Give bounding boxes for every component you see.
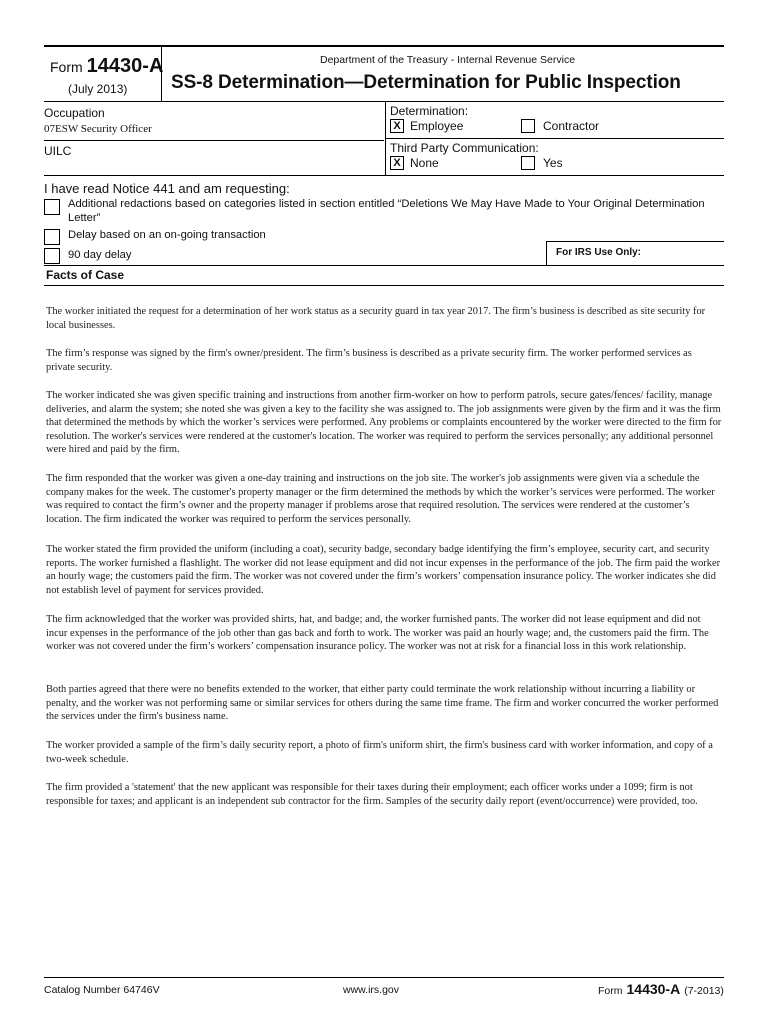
facts-paragraph: The worker stated the firm provided the uniform (including a coat), security badge, secondary badge identifying the firm’s employee, security cart, and security reports. The worker furnished a flashlight. The worker did not lease equipment and did not incur expenses in the performance of the job. The firm paid the worker an hourly wage; the customers paid the firm. The worker was not covered under the firm’s workers’ compensation insurance policy. The worker indicates she did not establish level of payment for services provided. [46,544,721,596]
additional-redactions-label-cont: Letter” [68,212,101,224]
catalog-number: Catalog Number 64746V [44,984,160,996]
facts-paragraph: Both parties agreed that there were no benefits extended to the worker, that either party could terminate the work relationship without incurring a liability or penalty, and the worker was not performing same or similar services for others during the same time frame. The firm and worker concurred the worker performed the services under the firm's business name. [46,684,719,723]
facts-heading-rule [44,285,724,286]
none-checkbox[interactable]: X [390,156,404,170]
facts-paragraph: The firm provided a 'statement' that the new applicant was responsible for their taxes during their employment; each officer works under a 1099; firm is not responsible for taxes; and applicant is an independent sub contractor for the firm. Samples of the security daily report (event/occurrence) were provided, too. [46,782,698,807]
request-heading: I have read Notice 441 and am requesting: [44,181,290,196]
uilc-label: UILC [44,144,72,158]
facts-paragraph: The worker initiated the request for a determination of her work status as a security guard in tax year 2017. The firm’s business is described as site security for local businesses. [46,306,706,331]
irs-website-link[interactable]: www.irs.gov [343,984,400,996]
delay-transaction-checkbox[interactable] [44,229,60,245]
form-prefix: Form [50,59,83,75]
occupation-rule [44,140,384,141]
employee-checkbox[interactable]: X [390,119,404,133]
delay-transaction-label: Delay based on an on-going transaction [68,229,266,241]
request-bottom-rule [44,265,724,266]
form-id [50,55,163,78]
top-rule [44,45,724,47]
ninety-day-delay-checkbox[interactable] [44,248,60,264]
yes-label: Yes [543,156,563,170]
footer-form-number: 14430-A [626,981,681,997]
facts-paragraph: The firm responded that the worker was given a one-day training and instructions on the job site. The worker's job assignments were given via a schedule the company makes for the week. The customer's property manager or the firm determined the methods by which the worker’s services were performed. The worker was required to contact the firm’s owner and the property manager if problems arose that required resolution. The services were rendered at the customer’s location. The firm indicated the worker was required to perform the services personally. [46,473,715,525]
additional-redactions-checkbox[interactable] [44,199,60,215]
irs-use-box [546,241,724,265]
occupation-label: Occupation [44,106,105,120]
third-party-label: Third Party Communication: [390,141,539,155]
department-name: Department of the Treasury - Internal Revenue Service [320,54,576,66]
footer-form-id [598,981,724,999]
page-title: SS-8 Determination—Determination for Public Inspection [171,72,681,93]
contractor-label: Contractor [543,119,600,133]
form-number: 14430-A [86,55,164,77]
facts-paragraph: The firm acknowledged that the worker was provided shirts, hat, and badge; and, the worker furnished pants. The worker did not lease equipment and did not incur expenses in the performance of the job other than gas back and forth to work. The worker was paid an hourly wage; and, the customers paid the firm. The worker was not covered under the firm’s workers’ compensation insurance policy. The worker was not at risk for a financial loss in this work relationship. [46,614,709,653]
ninety-day-delay-label: 90 day delay [68,249,132,261]
facts-heading: Facts of Case [46,268,125,282]
facts-paragraph: The firm’s response was signed by the firm's owner/president. The firm’s business is described as a private security firm. The worker performed services as private security. [46,348,692,373]
irs-use-label: For IRS Use Only: [556,247,642,258]
determination-label: Determination: [390,104,469,118]
footer-form-rev: (7-2013) [684,985,724,997]
form-date: (July 2013) [68,82,128,96]
contractor-checkbox[interactable] [521,119,535,133]
fields-bottom-rule [44,175,724,176]
facts-paragraph: The worker indicated she was given specific training and instructions from another firm-worker on how to perform patrols, secure gates/fences/ facility, manage deliveries, and alarm the system; she noted she was given a key to the facility she was assigned to. The job assignments were given by the firm and it was the firm that determined the methods by which the worker’s services were performed. Any problems or complaints encountered by the worker were directed to the firm for resolution. The worker's services were rendered at the customer's location. The worker was required to perform the services personally; any additional personnel were hired and paid by the firm. [46,390,722,456]
employee-label: Employee [410,119,464,133]
additional-redactions-label: Additional redactions based on categories listed in section entitled “Deletions We May Have Made to Your Original Determination [68,198,705,210]
none-label: None [410,156,439,170]
facts-paragraph: The worker provided a sample of the firm’s daily security report, a photo of firm's uniform shirt, the firm's business card with worker information, and copy of a two-week schedule. [46,740,713,765]
footer-form-prefix: Form [598,985,623,997]
footer-rule [44,977,724,978]
header-bottom-rule [44,101,724,102]
determination-rule [385,138,724,139]
occupation-value[interactable]: 07ESW Security Officer [44,123,152,135]
yes-checkbox[interactable] [521,156,535,170]
